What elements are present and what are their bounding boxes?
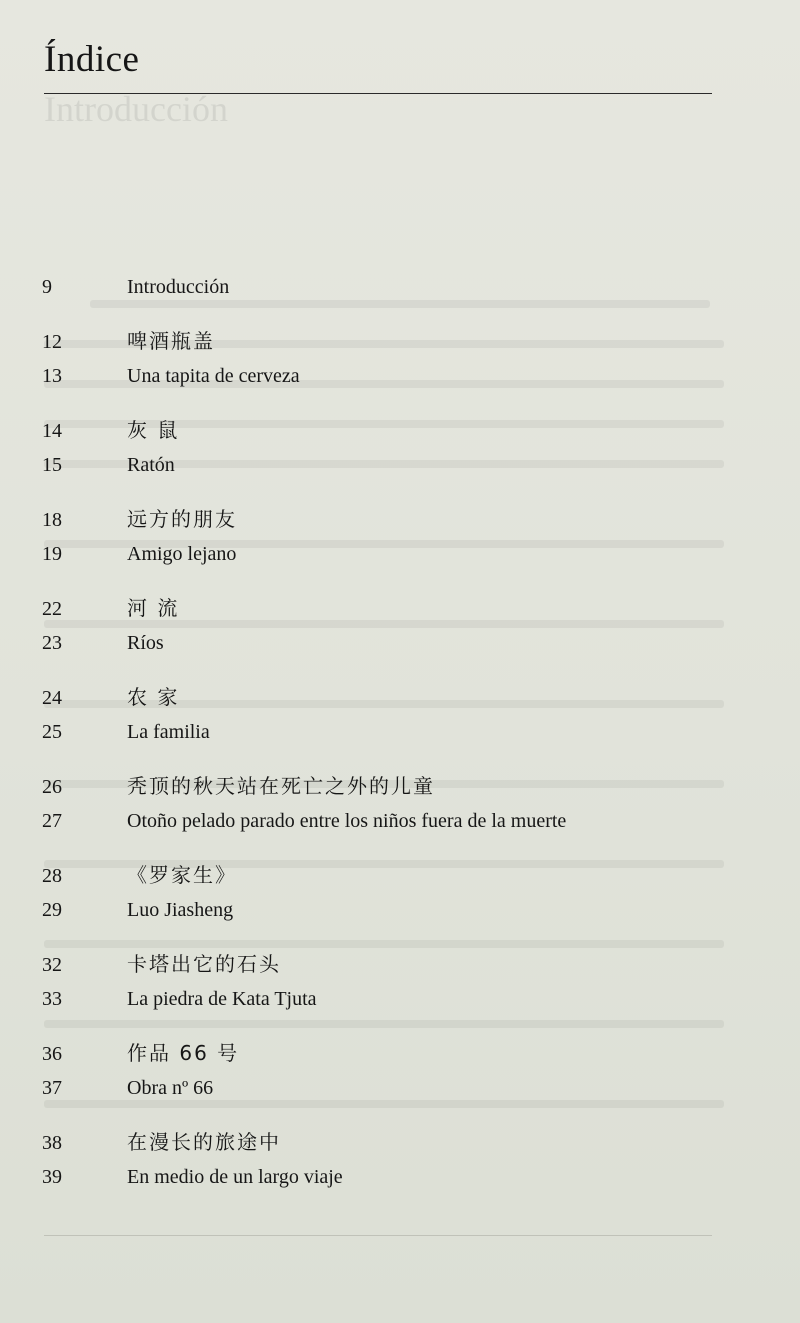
toc-group (42, 769, 742, 839)
page-number: 32 (42, 954, 62, 976)
page-number: 13 (42, 365, 62, 387)
page-number: 15 (42, 454, 62, 476)
toc-entry (42, 413, 742, 448)
page-number: 33 (42, 988, 62, 1010)
page-number: 38 (42, 1132, 62, 1154)
page-number: 14 (42, 420, 62, 442)
entry-title: La familia (127, 721, 210, 743)
entry-title: 河 流 (127, 596, 180, 620)
entry-title: La piedra de Kata Tjuta (127, 988, 317, 1010)
toc-entry (42, 715, 742, 750)
toc-entry (42, 324, 742, 359)
entry-title: 农 家 (127, 685, 180, 709)
toc-entry (42, 359, 742, 394)
toc-entry (42, 1071, 742, 1106)
toc-group (42, 1036, 742, 1106)
entry-title: Introducción (127, 276, 230, 298)
toc-group (42, 1125, 742, 1195)
toc-group (42, 947, 742, 1017)
entry-title: Ríos (127, 632, 164, 654)
entry-title: 作品 66 号 (127, 1041, 240, 1065)
toc-group (42, 324, 742, 394)
page-number: 28 (42, 865, 62, 887)
toc-entry (42, 804, 742, 839)
page-number: 9 (42, 276, 52, 298)
page-number: 22 (42, 598, 62, 620)
page-number: 24 (42, 687, 62, 709)
toc-entry (42, 858, 742, 893)
page-number: 25 (42, 721, 62, 743)
title-rule (44, 93, 712, 94)
page-number: 37 (42, 1077, 62, 1099)
entry-title: Ratón (127, 454, 175, 476)
toc-group (42, 502, 742, 572)
toc-group (42, 680, 742, 750)
entry-title: 远方的朋友 (127, 507, 237, 531)
toc-entry (42, 1160, 742, 1195)
entry-title: 《罗家生》 (127, 863, 237, 887)
entry-title: Una tapita de cerveza (127, 365, 300, 387)
entry-title: 在漫长的旅途中 (127, 1130, 281, 1154)
toc-entry (42, 537, 742, 572)
entry-title: Amigo lejano (127, 543, 237, 565)
toc-entry (42, 1125, 742, 1160)
page-number: 39 (42, 1166, 62, 1188)
page-number: 36 (42, 1043, 62, 1065)
toc-group (42, 858, 742, 928)
toc-entry (42, 680, 742, 715)
toc-entry (42, 1036, 742, 1071)
toc-entry (42, 893, 742, 928)
toc-entry (42, 769, 742, 804)
toc-group (42, 591, 742, 661)
page-number: 27 (42, 810, 62, 832)
entry-title: Obra nº 66 (127, 1077, 214, 1099)
page-number: 12 (42, 331, 62, 353)
page-number: 18 (42, 509, 62, 531)
show-through-text: Introducción (44, 89, 228, 129)
toc-group (42, 270, 742, 305)
page-number: 19 (42, 543, 62, 565)
toc-group (42, 413, 742, 483)
entry-title: Luo Jiasheng (127, 899, 234, 921)
toc-entry (42, 626, 742, 661)
page-number: 29 (42, 899, 62, 921)
toc-entry (42, 982, 742, 1017)
entry-title: 灰 鼠 (127, 418, 180, 442)
footer-rule-show-through (44, 1235, 712, 1236)
toc-entry (42, 502, 742, 537)
entry-title: Otoño pelado parado entre los niños fuera de la muerte (127, 810, 567, 832)
entry-title: 卡塔出它的石头 (127, 952, 281, 976)
toc-entry (42, 270, 742, 305)
entry-title: 啤酒瓶盖 (127, 329, 215, 353)
toc-entry (42, 591, 742, 626)
page-number: 26 (42, 776, 62, 798)
entry-title: En medio de un largo viaje (127, 1166, 343, 1188)
entry-title: 秃顶的秋天站在死亡之外的儿童 (127, 774, 435, 798)
toc-entry (42, 448, 742, 483)
toc-entry (42, 947, 742, 982)
page-title: Índice (44, 39, 140, 80)
table-of-contents (42, 270, 742, 1195)
page-number: 23 (42, 632, 62, 654)
